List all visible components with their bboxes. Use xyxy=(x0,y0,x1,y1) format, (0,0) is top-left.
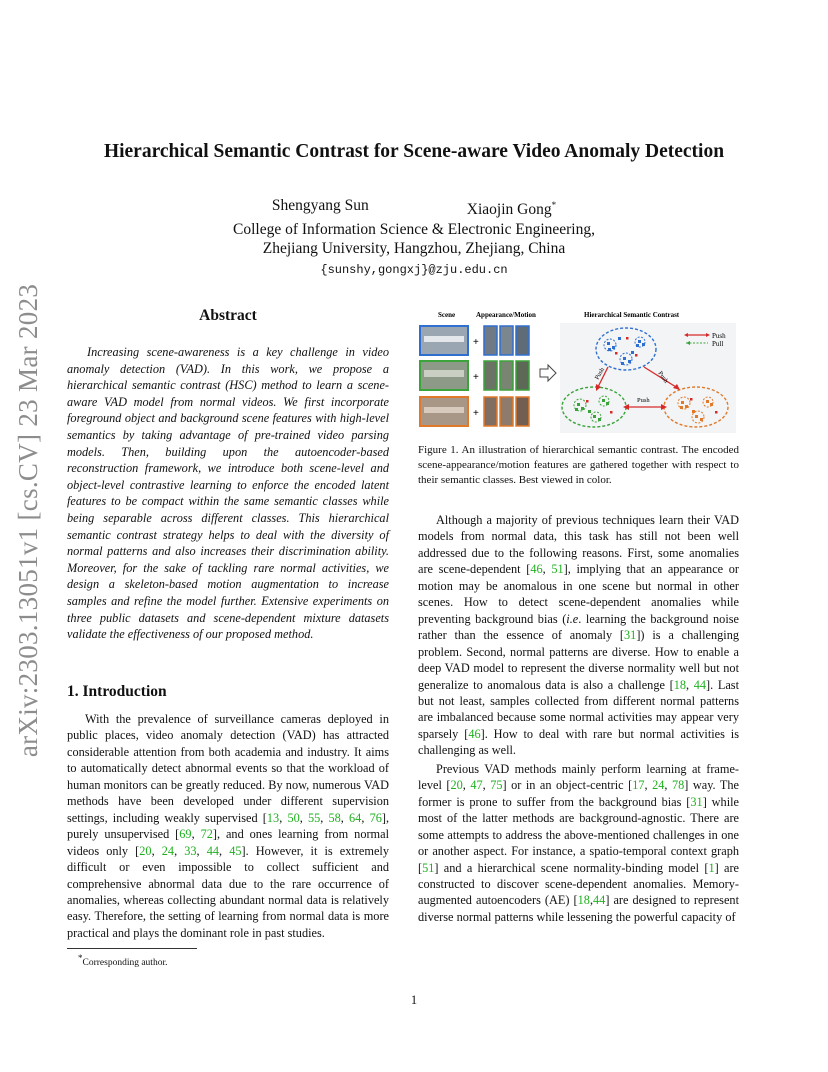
citation-link[interactable]: 1 xyxy=(708,860,715,875)
figure-1 xyxy=(418,307,740,435)
citation-link[interactable]: 44 xyxy=(206,843,220,858)
citation-link[interactable]: 78 xyxy=(671,778,685,793)
author-name: Shengyang Sun xyxy=(271,197,369,214)
figure-1-graphic xyxy=(418,307,740,435)
author-block xyxy=(60,196,768,280)
intro-right-column xyxy=(418,510,739,927)
section-heading-introduction: 1. Introduction xyxy=(67,683,167,700)
affiliation: College of Information Science & Electronic Engineering, xyxy=(233,220,595,238)
figure-label-appearance: Appearance/Motion xyxy=(476,311,536,319)
citation-link[interactable]: 64 xyxy=(349,810,362,825)
citation-link[interactable]: 20 xyxy=(450,778,463,793)
affiliation: Zhejiang University, Hangzhou, Zhejiang, China xyxy=(262,240,566,258)
figure-label-hsc: Hierarchical Semantic Contrast xyxy=(584,311,680,319)
page-number: 1 xyxy=(410,993,418,1007)
arxiv-id-text: arXiv:2303.13051v1 [cs.CV] 23 Mar 2023 xyxy=(13,283,44,757)
citation-link[interactable]: 18 xyxy=(577,893,590,908)
scene-row-orange xyxy=(420,397,529,426)
citation-link[interactable]: 46 xyxy=(468,726,481,741)
footnote: *Corresponding author. xyxy=(78,953,168,969)
citation-link[interactable]: 31 xyxy=(690,794,703,809)
citation-link[interactable]: 51 xyxy=(422,860,435,875)
citation-link[interactable]: 20 xyxy=(139,843,152,858)
citation-link[interactable]: 75 xyxy=(490,778,503,793)
citation-link[interactable]: 24 xyxy=(161,843,175,858)
abstract-body xyxy=(67,344,389,643)
author-name: Xiaojin Gong* xyxy=(466,200,557,219)
svg-text:+: + xyxy=(473,408,479,419)
corresponding-mark: * xyxy=(551,200,557,210)
citation-link[interactable]: 31 xyxy=(624,628,637,643)
citation-link[interactable]: 50 xyxy=(287,810,300,825)
citation-link[interactable]: 55 xyxy=(307,810,321,825)
citation-link[interactable]: 72 xyxy=(200,827,213,842)
citation-link[interactable]: 51 xyxy=(551,562,564,577)
citation-link[interactable]: 76 xyxy=(369,810,382,825)
figure-push-label: Push xyxy=(593,366,607,381)
figure-push-label: Push xyxy=(656,370,670,385)
figure-1-caption: Figure 1. An illustration of hierarchical semantic contrast. The encoded scene-appearance/motion features are gathered together with respect to their semantic classes. Best viewed in color. xyxy=(418,444,739,486)
citation-link[interactable]: 44 xyxy=(593,893,606,908)
citation-link[interactable]: 18 xyxy=(673,677,686,692)
intro-paragraph-2: Although a majority of previous techniques learn their VAD models from normal data, this task has still not been well addressed due to the following reasons. First, some anomalies are scene-dependent [46, 51], implying that an appearance or motion may be anomalous in one scene but normal in other scenes. How to detect scene-dependent anomalies while preventing background bias (i.e. learning the background noise rather than the essence of anomaly [31]) is a challenging problem. Second, normal patterns are diverse. How to enable a deep VAD model to represent the diverse normality well but not generalize to anomalous data is also a challenge [18, 44]. Last but not least, samples collected from different normal patterns are imbalanced because some normal activities may appear very sparsely [46]. How to deal with rare but normal activities is challenging as well. xyxy=(418,513,740,758)
paper-title: Hierarchical Semantic Contrast for Scene-aware Video Anomaly Detection xyxy=(103,141,725,162)
author-email: {sunshy,gongxj}@zju.edu.cn xyxy=(320,262,508,277)
citation-link[interactable]: 69 xyxy=(179,827,192,842)
citation-link[interactable]: 13 xyxy=(266,810,280,825)
scene-row-blue xyxy=(420,326,529,355)
legend-push: Push xyxy=(712,332,726,340)
citation-link[interactable]: 46 xyxy=(530,562,543,577)
citation-link[interactable]: 24 xyxy=(652,778,665,793)
footnote-rule xyxy=(67,948,197,949)
citation-link[interactable]: 47 xyxy=(470,778,483,793)
abstract-text: Increasing scene-awareness is a key challenge in video anomaly detection (VAD). In this work, we propose a hierarchical semantic contrast (HSC) method to learn a scene-aware VAD model from normal videos. We first incorporate foreground object and background scene features with high-level semantics by taking advantage of pre-trained video parsing models. Then, building upon the autoencoder-based reconstruction framework, we introduce both scene-level and object-level contrastive learning to enforce the encoded latent features to be compact within the same semantic classes while being separable across different classes. This hierarchical semantic contrast strategy helps to deal with the diversity of normal patterns and also increases their discrimination ability. Moreover, for the sake of tackling rare normal activities, we design a skeleton-based motion augmentation to increase samples and refine the model further. Extensive experiments on three public datasets and scene-dependent mixture datasets validate the effectiveness of our proposed method. xyxy=(67,345,389,642)
citation-link[interactable]: 44 xyxy=(693,677,707,692)
svg-text:+: + xyxy=(473,372,479,383)
svg-text:+: + xyxy=(473,337,479,348)
figure-label-scene: Scene xyxy=(438,311,456,319)
intro-paragraph-3: Previous VAD methods mainly perform learning at frame-level [20, 47, 75] or in an object-centric [17, 24, 78] way. The former is prone to suffer from the background bias [31] while most of the latter methods are background-agnostic. There are some attempts to address the above-mentioned challenges in one or another aspect. For instance, a spatio-temporal context graph [51] and a hierarchical scene normality-binding model [1] are constructed to discover scene-dependent anomalies. Memory-augmented autoencoders (AE) [18,44] are designed to represent diverse normal patterns while lessening the powerful capacity of xyxy=(418,761,740,924)
legend-pull: Pull xyxy=(712,340,724,348)
intro-paragraph-1: With the prevalence of surveillance cameras deployed in public places, video anomaly detection (VAD) has attracted considerable attention from both academia and industry. It aims to automatically detect abnormal events so that the workload of human monitors can be greatly reduced. By now, numerous VAD methods have been developed under different supervision settings, including weakly supervised [13, 50, 55, 58, 64, 76], purely unsupervised [69, 72], and ones learning from normal videos only [20, 24, 33, 44, 45]. However, it is extremely difficult or even impossible to collect sufficient and comprehensive abnormal data due to the rare occurrence of anomalies, whereas collecting abundant normal data is relatively easy. Therefore, the setting of learning from normal data is more practical and plays the dominant role in past studies. xyxy=(67,712,390,940)
abstract-heading: Abstract xyxy=(199,307,257,324)
figure-push-label: Push xyxy=(637,397,650,404)
citation-link[interactable]: 45 xyxy=(229,843,242,858)
citation-link[interactable]: 58 xyxy=(328,810,341,825)
scene-row-green xyxy=(420,361,529,390)
citation-link[interactable]: 33 xyxy=(184,843,197,858)
citation-link[interactable]: 17 xyxy=(632,778,645,793)
arxiv-sidebar-identifier xyxy=(4,280,54,760)
